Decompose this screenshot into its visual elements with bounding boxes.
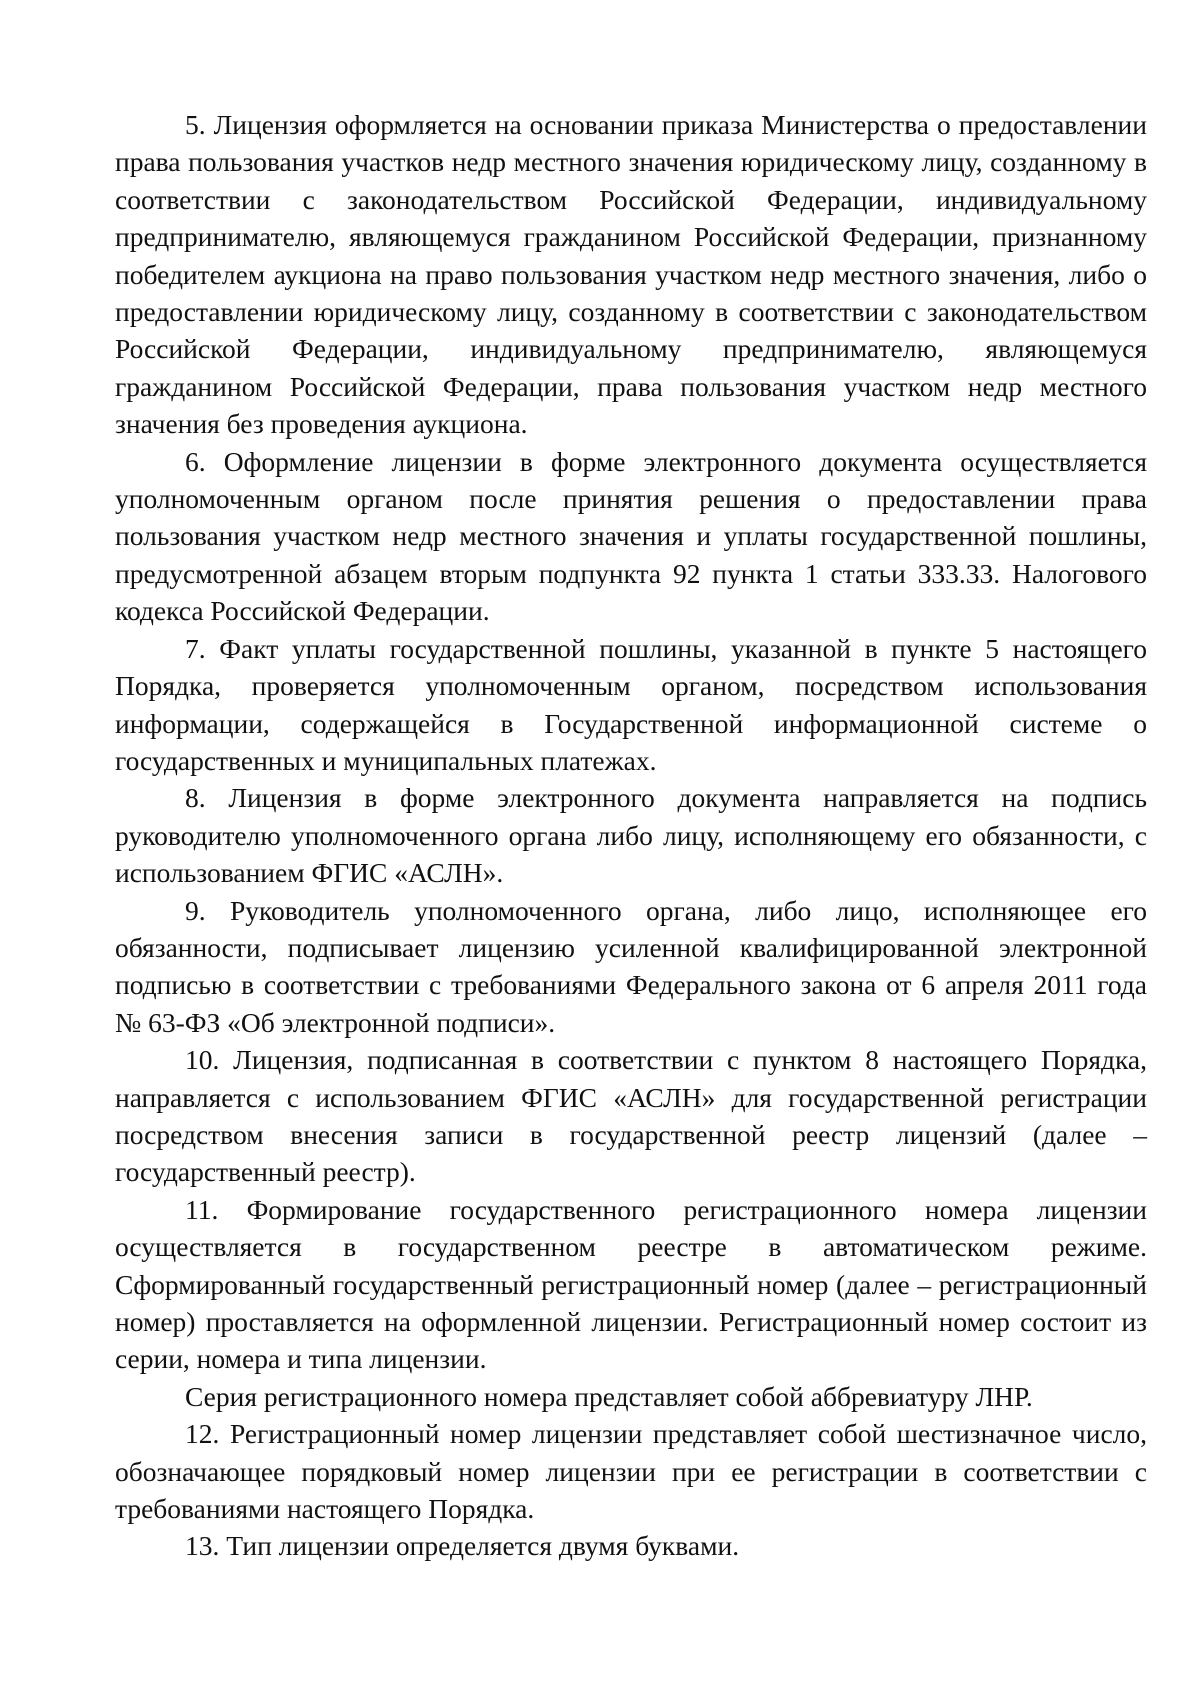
paragraph-item-7: 7. Факт уплаты государственной пошлины, указанной в пункте 5 настоящего Порядка, проверяется уполномоченным органом, посредством использования информации, содержащейся в Государственной информационной системе о государственных и муниципальных платежах. xyxy=(115,632,1147,776)
paragraph-item-13: 13. Тип лицензии определяется двумя буквами. xyxy=(185,1530,740,1562)
document-page xyxy=(115,106,1147,1565)
paragraph-item-10: 10. Лицензия, подписанная в соответствии с пунктом 8 настоящего Порядка, направляется с использованием ФГИС «АСЛН» для государственной регистрации посредством внесения записи в государственной реестр лицензий (далее – государственный реестр). xyxy=(115,1044,1147,1188)
paragraph-item-12: 12. Регистрационный номер лицензии представляет собой шестизначное число, обозначающее порядковый номер лицензии при ее регистрации в соответствии с требованиями настоящего Порядка. xyxy=(115,1418,1147,1525)
paragraph-series-note: Серия регистрационного номера представляет собой аббревиатуру ЛНР. xyxy=(185,1380,1033,1412)
paragraph-item-8: 8. Лицензия в форме электронного документа направляется на подпись руководителю уполномоченного органа либо лицу, исполняющему его обязанности, с использованием ФГИС «АСЛН». xyxy=(115,782,1147,889)
paragraph-item-11: 11. Формирование государственного регистрационного номера лицензии осуществляется в государственном реестре в автоматическом режиме. Сформированный государственный регистрационный номер (далее – регистрационный номер) проставляется на оформленной лицензии. Регистрационный номер состоит из серии, номера и типа лицензии. xyxy=(115,1193,1147,1375)
paragraph-item-5: 5. Лицензия оформляется на основании приказа Министерства о предоставлении права пользования участков недр местного значения юридическому лицу, созданному в соответствии с законодательством Российской Федерации, индивидуальному предпринимателю, являющемуся гражданином Российской Федерации, признанному победителем аукциона на право пользования участком недр местного значения, либо о предоставлении юридическому лицу, созданному в соответствии с законодательством Российской Федерации, индивидуальному предпринимателю, являющемуся гражданином Российской Федерации, права пользования участком недр местного значения без проведения аукциона. xyxy=(115,109,1147,440)
paragraph-item-6: 6. Оформление лицензии в форме электронного документа осуществляется уполномоченным органом после принятия решения о предоставлении права пользования участком недр местного значения и уплаты государственной пошлины, предусмотренной абзацем вторым подпункта 92 пункта 1 статьи 333.33. Налогового кодекса Российской Федерации. xyxy=(115,445,1147,627)
paragraph-item-9: 9. Руководитель уполномоченного органа, либо лицо, исполняющее его обязанности, подписывает лицензию усиленной квалифицированной электронной подписью в соответствии с требованиями Федерального закона от 6 апреля 2011 года № 63-ФЗ «Об электронной подписи». xyxy=(115,894,1147,1038)
